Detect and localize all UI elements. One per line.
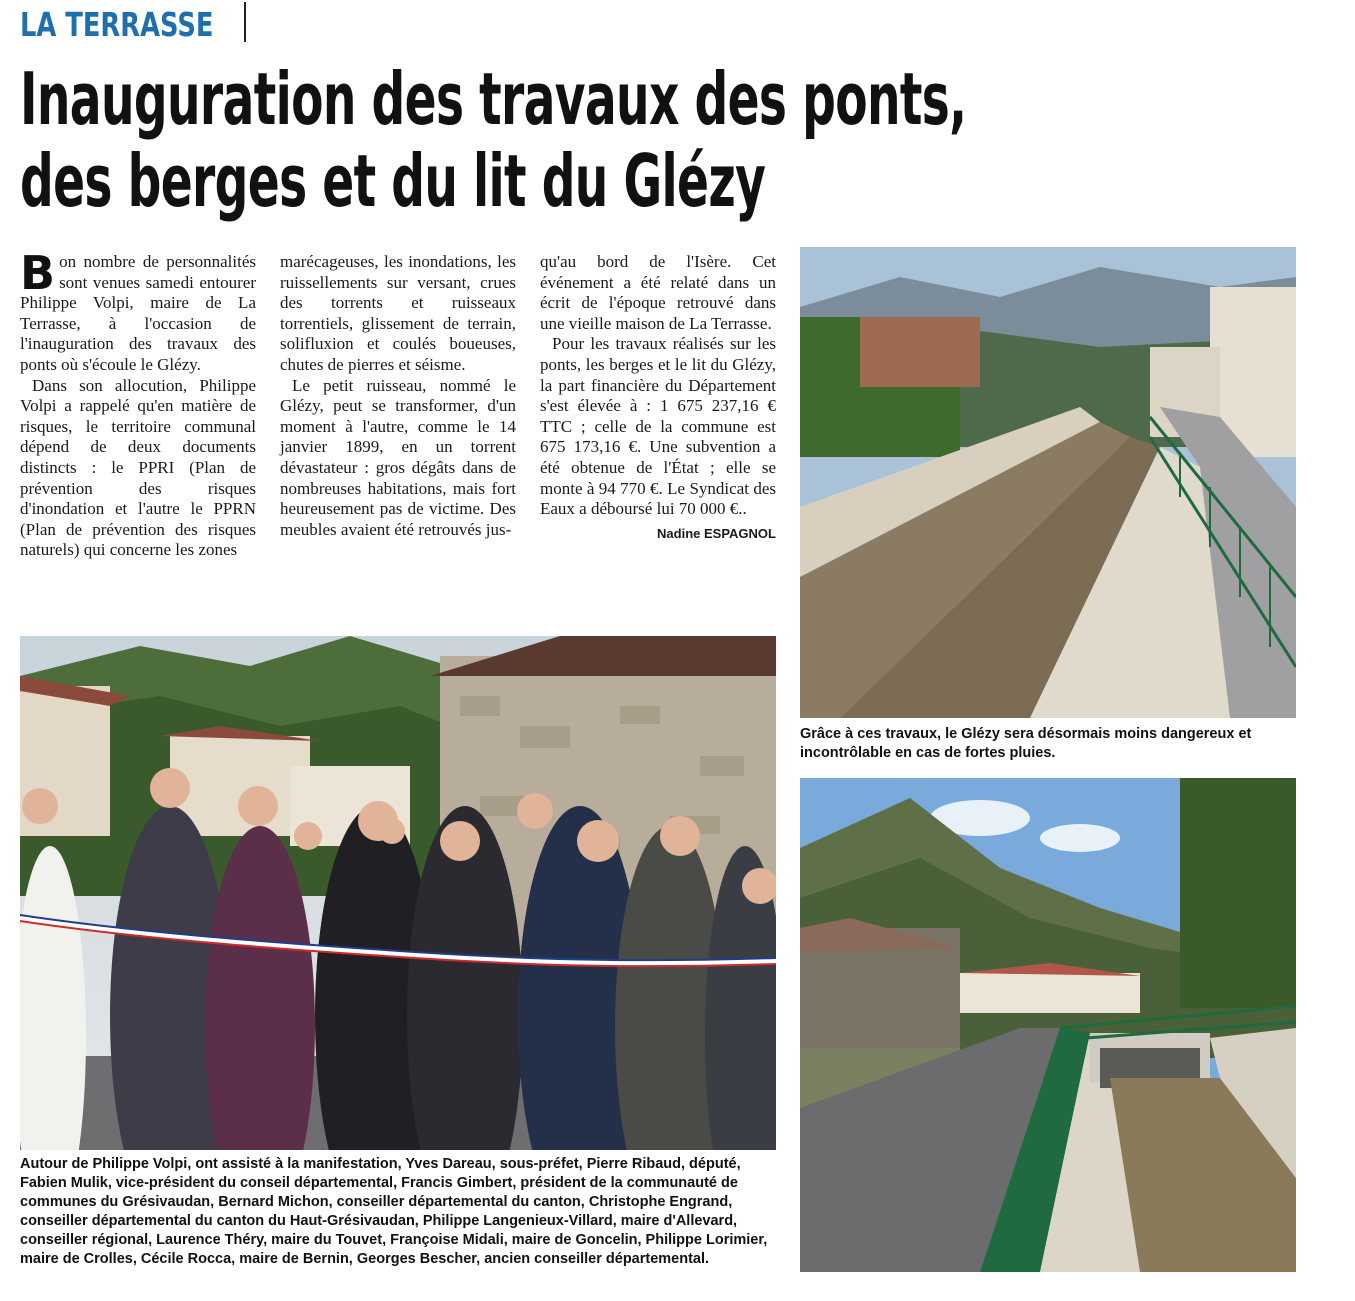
byline-first-name: Nadine bbox=[657, 525, 701, 541]
paragraph: Bon nombre de personnalités sont venues samedi entourer Philippe Volpi, maire de La Terrasse, à l'occasion de l'inauguration des travaux des ponts où s'écoule le Glézy. bbox=[20, 246, 256, 374]
drop-cap: B bbox=[20, 246, 56, 300]
byline-last-name: ESPAGNOL bbox=[704, 525, 776, 541]
ceremony-photo-image bbox=[20, 636, 776, 1150]
section-label bbox=[20, 4, 268, 44]
section-divider bbox=[244, 2, 246, 42]
bridge-photo-image bbox=[800, 778, 1296, 1272]
paragraph: Pour les travaux réalisés sur les ponts, les berges et le lit du Glézy, la part financière du Département s'est élevée à : 1 675 237,16 € TTC ; celle de la commune est 675 173,16 €. Une subvention a été obtenue de l'État ; elle se monte à 94 770 €. Le Syndicat des Eaux a déboursé lui 70 000 €.. bbox=[540, 334, 776, 519]
headline-line-2: des berges et du lit du Glézy bbox=[20, 139, 766, 223]
paragraph: marécageuses, les inondations, les ruissellements sur versant, crues des torrents et ruisseaux torrentiels, glissement de terrain, solifluxion et coulés boueuses, chutes de pierres et séisme. bbox=[280, 252, 516, 374]
ceremony-caption: Autour de Philippe Volpi, ont assisté à la manifestation, Yves Dareau, sous-préfet, Pierre Ribaud, député, Fabien Mulik, vice-président du conseil départemental, Francis Gimbert, président de la communauté de communes du Grésivaudan, Bernard Michon, conseiller départemental du canton, Christophe Engrand, conseiller départemental du canton du Haut-Grésivaudan, Philippe Langenieux-Villard, maire d'Allevard, conseiller régional, Laurence Théry, maire du Touvet, Françoise Midali, maire de Goncelin, Philippe Lorimier, maire de Crolles, Cécile Rocca, maire de Bernin, Georges Bescher, ancien conseiller départemental. bbox=[20, 1156, 768, 1267]
article-column-1 bbox=[20, 246, 256, 561]
article-column-3 bbox=[540, 252, 776, 544]
paragraph: Le petit ruisseau, nommé le Glézy, peut se transformer, d'un moment à l'autre, comme le 14 janvier 1899, en un torrent dévastateur : gros dégâts dans de nombreuses habitations, mais fort heureusement pas de victime. Des meubles avaient été retrouvés jus- bbox=[280, 375, 516, 539]
paragraph: Dans son allocution, Philippe Volpi a rappelé qu'en matière de risques, le territoire communal dépend de deux documents distincts : le PPRI (Plan de prévention des risques d'inondation et l'autre le PPRN (Plan de prévention des risques naturels) qui concerne les zones bbox=[20, 375, 256, 560]
ceremony-photo bbox=[20, 636, 776, 1150]
paragraph: qu'au bord de l'Isère. Cet événement a été relaté dans un écrit de l'époque retrouvé dans une vieille maison de La Terrasse. bbox=[540, 252, 776, 333]
section-title: LA TERRASSE bbox=[20, 4, 214, 44]
bridge-photo bbox=[800, 778, 1296, 1272]
stream-photo bbox=[800, 247, 1296, 718]
headline-line-1: Inauguration des travaux des ponts, bbox=[20, 57, 967, 141]
article-column-2 bbox=[280, 252, 516, 540]
byline bbox=[540, 524, 776, 545]
headline bbox=[20, 58, 966, 222]
stream-photo-image bbox=[800, 247, 1296, 718]
stream-caption: Grâce à ces travaux, le Glézy sera désormais moins dangereux et incontrôlable en cas de fortes pluies. bbox=[800, 726, 1252, 761]
